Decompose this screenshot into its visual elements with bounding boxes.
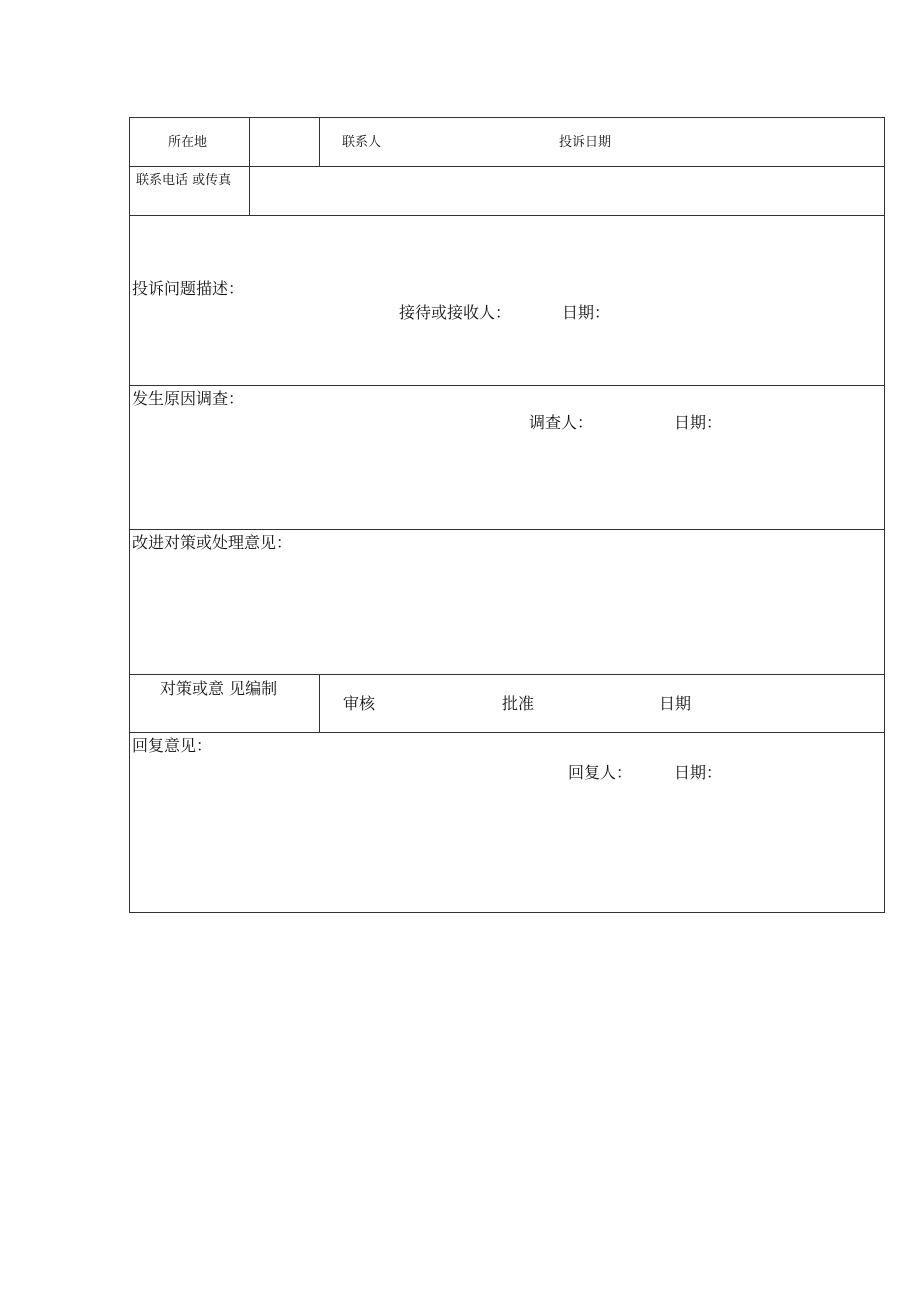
location-value-cell[interactable]	[250, 118, 319, 166]
receiver-label: 接待或接收人：	[399, 303, 512, 322]
reply-opinion-title: 回复意见：	[132, 736, 213, 755]
phone-fax-value-cell[interactable]	[250, 167, 884, 215]
column-divider	[319, 118, 320, 166]
row-divider	[130, 215, 884, 216]
row-divider	[130, 674, 884, 675]
approve-label: 批准	[502, 694, 535, 713]
measures-compiled-label: 对策或意 见编制	[160, 679, 278, 698]
investigator-label: 调查人：	[529, 413, 594, 432]
replier-label: 回复人：	[568, 763, 633, 782]
complaint-form-table	[129, 117, 885, 913]
row-divider	[130, 732, 884, 733]
column-divider	[319, 674, 320, 732]
improvement-measures-title: 改进对策或处理意见：	[132, 533, 293, 552]
review-label: 审核	[343, 694, 376, 713]
investigation-date-label: 日期：	[674, 413, 723, 432]
approval-date-label: 日期	[659, 694, 692, 713]
row-divider	[130, 385, 884, 386]
cause-investigation-title: 发生原因调查：	[132, 389, 245, 408]
row-divider	[130, 529, 884, 530]
location-label: 所在地	[168, 135, 208, 150]
contact-person-label: 联系人	[342, 135, 382, 150]
complaint-date-label: 投诉日期	[559, 135, 612, 150]
complaint-description-title: 投诉问题描述：	[132, 279, 245, 298]
receiver-date-label: 日期：	[562, 303, 611, 322]
phone-fax-label: 联系电话 或传真	[136, 173, 232, 188]
reply-date-label: 日期：	[674, 763, 723, 782]
